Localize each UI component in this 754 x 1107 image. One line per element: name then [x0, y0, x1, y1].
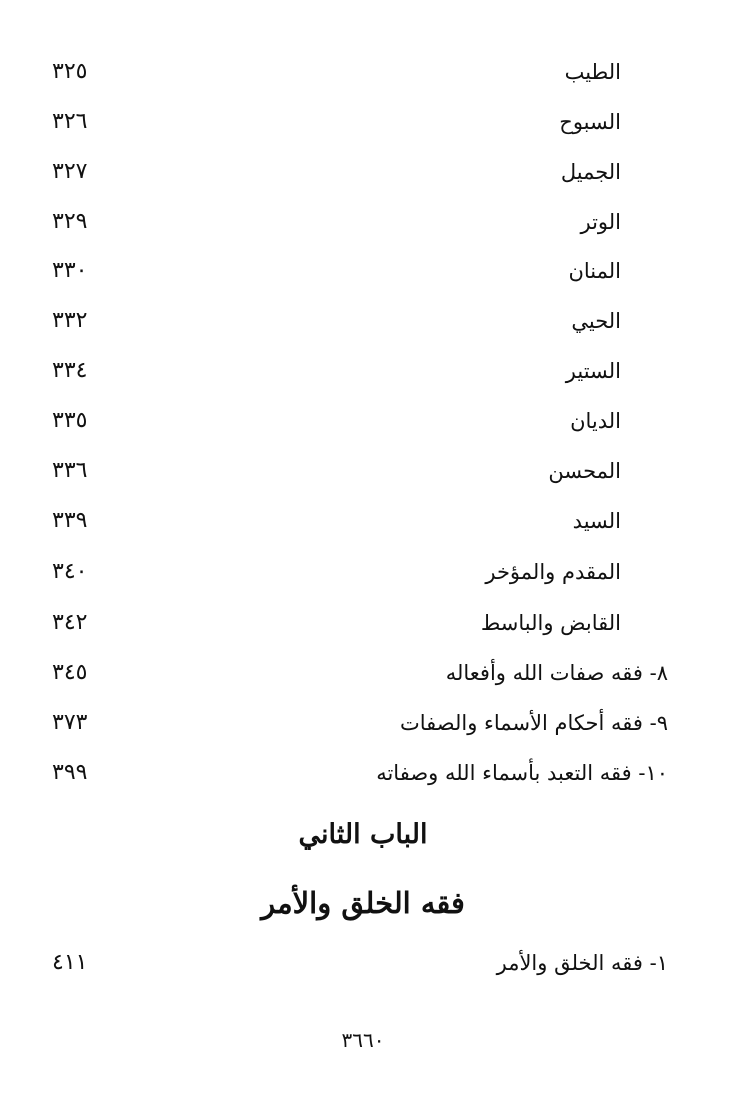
entry-title: ١- فقه الخلق والأمر — [496, 951, 668, 975]
entry-title: السيد — [572, 509, 621, 533]
toc-entry-sayyid — [0, 501, 754, 541]
toc-entry-section-9 — [0, 703, 754, 743]
entry-page-number: ٣٣٤ — [52, 358, 88, 383]
entry-title: المنان — [568, 259, 621, 283]
entry-page-number: ٣٤٠ — [52, 559, 88, 584]
entry-page-number: ٣٣٩ — [52, 508, 88, 533]
entry-page-number: ٣٢٩ — [52, 209, 88, 234]
entry-title: الطيب — [564, 60, 621, 84]
toc-entry-section-8 — [0, 653, 754, 693]
toc-entry-mannan — [0, 251, 754, 291]
entry-title: الوتر — [580, 210, 621, 234]
entry-page-number: ٣٣٠ — [52, 258, 88, 283]
entry-title: الستير — [565, 359, 621, 383]
entry-page-number: ٣٣٥ — [52, 408, 88, 433]
entry-title: ٩- فقه أحكام الأسماء والصفات — [399, 711, 668, 735]
page-number: ٣٦٦٠ — [341, 1028, 385, 1052]
entry-page-number: ٣٣٢ — [52, 308, 88, 333]
entry-title: السبوح — [559, 110, 621, 134]
entry-page-number: ٣٢٥ — [52, 59, 88, 84]
entry-page-number: ٣٧٣ — [52, 710, 88, 735]
entry-page-number: ٣٣٦ — [52, 458, 88, 483]
toc-entry-jamil — [0, 152, 754, 192]
entry-page-number: ٣٤٥ — [52, 660, 88, 685]
toc-entry-tayyib — [0, 52, 754, 92]
toc-entry-witr — [0, 202, 754, 242]
entry-title: الجميل — [560, 160, 621, 184]
entry-title: القابض والباسط — [480, 611, 621, 635]
toc-entry-subbuh — [0, 102, 754, 142]
chapter-title: فقه الخلق والأمر — [261, 886, 465, 920]
entry-title: الديان — [570, 409, 621, 433]
toc-entry-muhsin — [0, 451, 754, 491]
toc-entry-dayyan — [0, 401, 754, 441]
toc-entry-khalq-amr — [0, 943, 754, 983]
entry-page-number: ٤١١ — [52, 950, 88, 975]
entry-title: المحسن — [548, 459, 621, 483]
entry-title: ١٠- فقه التعبد بأسماء الله وصفاته — [376, 761, 668, 785]
entry-page-number: ٣٤٢ — [52, 610, 88, 635]
toc-entry-sitteer — [0, 351, 754, 391]
entry-title: ٨- فقه صفات الله وأفعاله — [445, 661, 668, 685]
chapter-heading: الباب الثاني — [298, 819, 428, 850]
entry-title: الحيي — [571, 309, 621, 333]
entry-page-number: ٣٩٩ — [52, 760, 88, 785]
entry-page-number: ٣٢٧ — [52, 159, 88, 184]
toc-entry-hayiyy — [0, 301, 754, 341]
entry-page-number: ٣٢٦ — [52, 109, 88, 134]
toc-entry-qabid — [0, 603, 754, 643]
toc-entry-muqaddim — [0, 552, 754, 592]
toc-entry-section-10 — [0, 753, 754, 793]
entry-title: المقدم والمؤخر — [485, 560, 621, 584]
